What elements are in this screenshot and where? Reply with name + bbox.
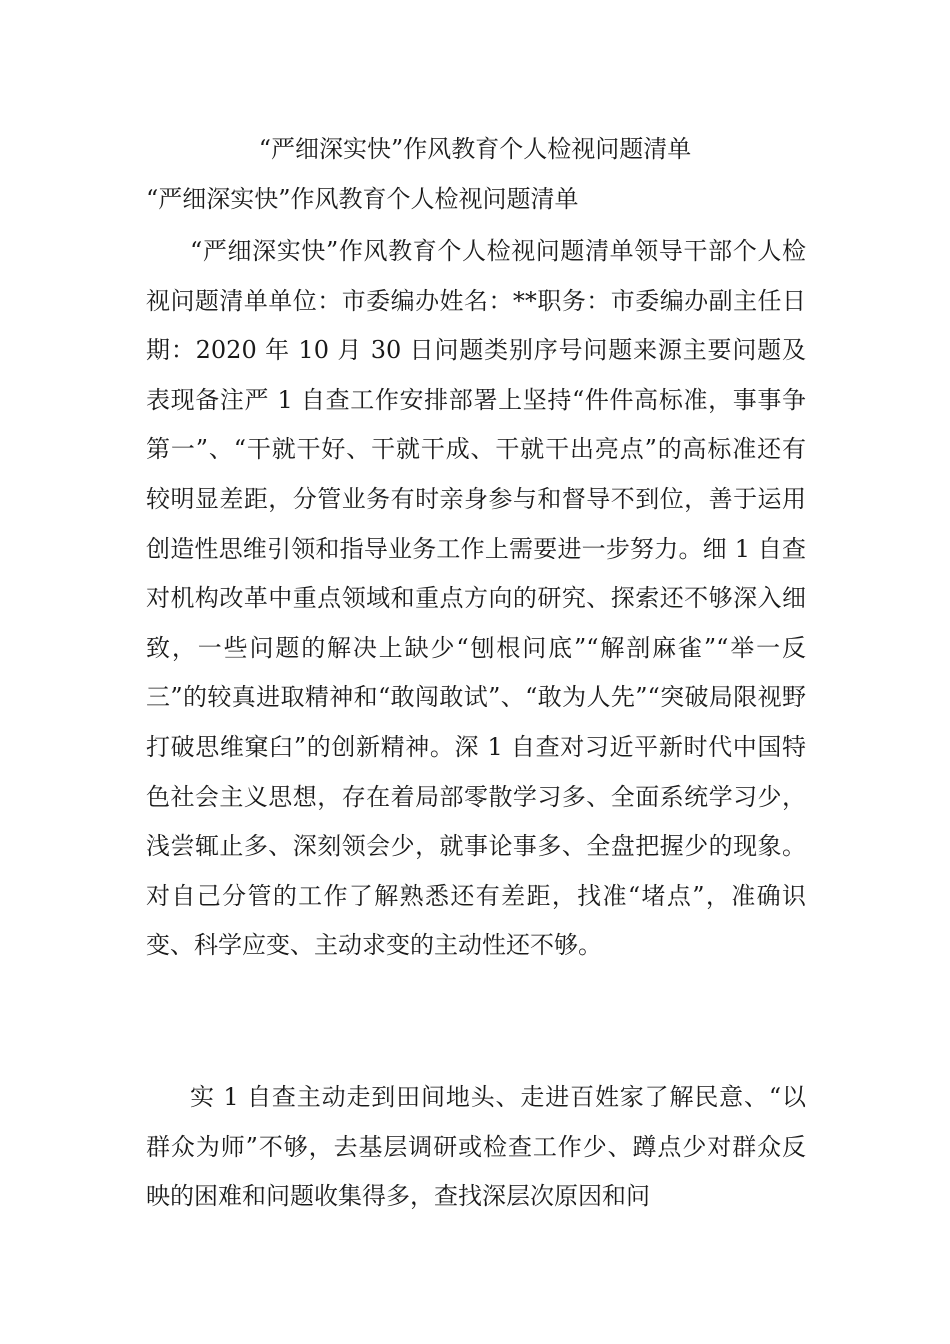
document-subtitle: “严细深实快”作风教育个人检视问题清单 (146, 185, 579, 213)
body-paragraph: 实 1 自查主动走到田间地头、走进百姓家了解民意、“以群众为师”不够，去基层调研或检查工作少、蹲点少对群众反映的困难和问题收集得多，查找深层次原因和问 (146, 1083, 806, 1211)
body-paragraph: “严细深实快”作风教育个人检视问题清单领导干部个人检视问题清单单位：市委编办姓名：**职务：市委编办副主任日期：2020 年 10 月 30 日问题类别序号问题来源主要问题及表现备注严 1 自查工作安排部署上坚持“件件高标准，事事争第一”、“干就干好、干就干成、干就干出亮点”的高标准还有较明显差距，分管业务有时亲身参与和督导不到位，善于运用创造性思维引领和指导业务工作上需要进一步努力。细 1 自查对机构改革中重点领域和重点方向的研究、探索还不够深入细致，一些问题的解决上缺少“刨根问底”“解剖麻雀”“举一反三”的较真进取精神和“敢闯敢试”、“敢为人先”“突破局限视野打破思维窠臼”的创新精神。深 1 自查对习近平新时代中国特色社会主义思想，存在着局部零散学习多、全面系统学习少，浅尝辄止多、深刻领会少，就事论事多、全盘把握少的现象。对自己分管的工作了解熟悉还有差距，找准“堵点”，准确识变、科学应变、主动求变的主动性还不够。 (146, 237, 806, 960)
document-title: “严细深实快”作风教育个人检视问题清单 (258, 135, 692, 163)
